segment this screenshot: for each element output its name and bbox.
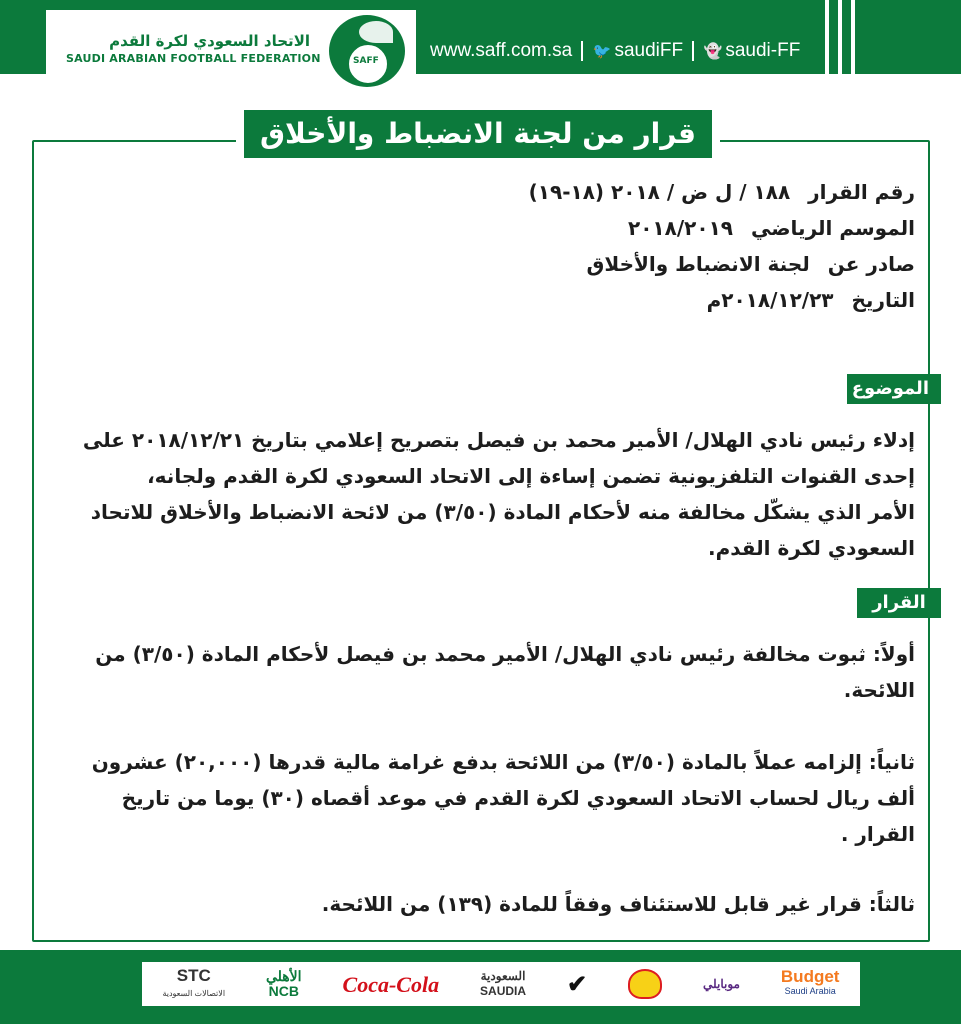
shell-logo-icon: [628, 969, 662, 999]
meta-issuer: [587, 252, 915, 276]
header-stripe: [851, 0, 855, 74]
text-line: إدلاء رئيس نادي الهلال/ الأمير محمد بن فيصل بتصريح إعلامي بتاريخ ٢٠١٨/١٢/٢١ على: [82, 428, 915, 452]
meta-value: ٢٠١٨/١٢/٢٣م: [706, 288, 834, 312]
header-top-line: [46, 0, 416, 10]
meta-value: ٢٠١٨/٢٠١٩: [628, 216, 733, 240]
page-title: قرار من لجنة الانضباط والأخلاق: [244, 110, 712, 158]
ncb-logo: [266, 969, 302, 999]
text-line: ألف ريال لحساب الاتحاد السعودي لكرة القدم في موعد أقصاه (٣٠) يوما من تاريخ: [121, 786, 915, 810]
decision-first: [43, 636, 915, 708]
title-box: [236, 104, 720, 164]
header-contact-panel: [416, 0, 961, 74]
brand-english: SAUDI ARABIAN FOOTBALL FEDERATION: [66, 52, 321, 65]
saudia-logo: [480, 969, 526, 999]
stc-arabic: الاتصالات السعودية: [162, 988, 226, 998]
divider: [692, 41, 694, 61]
budget-text: Budget: [780, 967, 840, 986]
header-left-accent: [0, 0, 46, 74]
subject-heading: الموضوع: [847, 374, 941, 404]
football-icon: [347, 43, 389, 85]
nike-swoosh-icon: ✔: [567, 970, 588, 998]
saudia-arabic: السعودية: [480, 969, 526, 983]
subject-paragraph: [43, 422, 915, 566]
ncb-text: NCB: [268, 983, 299, 999]
meta-label: الموسم الرياضي: [750, 216, 915, 240]
divider: [581, 41, 583, 61]
meta-value: لجنة الانضباط والأخلاق: [586, 252, 810, 276]
meta-label: رقم القرار: [808, 180, 915, 204]
decision-third: [43, 886, 915, 922]
decision-second: [43, 744, 915, 852]
text-line: ثالثاً: قرار غير قابل للاستئناف وفقاً للمادة (١٣٩) من اللائحة.: [321, 892, 915, 916]
text-line: السعودي لكرة القدم.: [707, 536, 915, 560]
ncb-arabic: الأهلي: [266, 968, 302, 984]
logo-text: SAFF: [353, 56, 379, 66]
header-stripe: [838, 0, 842, 74]
text-line: القرار .: [840, 822, 915, 846]
text-line: ثانياً: إلزامه عملاً بالمادة (٣/٥٠) من اللائحة بدفع غرامة مالية قدرها (٢٠,٠٠٠) عشرون: [91, 750, 915, 774]
contact-links: [430, 40, 800, 62]
twitter-handle[interactable]: saudiFF: [614, 40, 684, 61]
sponsor-strip: [142, 962, 860, 1006]
meta-season: [628, 216, 915, 240]
saudia-text: SAUDIA: [480, 984, 527, 998]
snapchat-icon: 👻: [703, 43, 723, 60]
coca-cola-logo: Coca-Cola: [342, 971, 440, 997]
budget-subtext: Saudi Arabia: [784, 986, 836, 996]
twitter-icon: 🐦: [592, 43, 612, 60]
header-stripe: [825, 0, 829, 74]
meta-value: ١٨٨ / ل ض / ٢٠١٨ (١٨-١٩): [528, 180, 791, 204]
meta-label: التاريخ: [851, 288, 915, 312]
text-line: إحدى القنوات التلفزيونية تضمن إساءة إلى الاتحاد السعودي لكرة القدم ولجانه،: [147, 464, 915, 488]
meta-decision-number: [529, 180, 915, 204]
decision-heading: القرار: [857, 588, 941, 618]
mobily-logo: موبايلي: [703, 976, 740, 991]
text-line: أولاً: ثبوت مخالفة رئيس نادي الهلال/ الأمير محمد بن فيصل لأحكام المادة (٣/٥٠) من: [95, 642, 915, 666]
stc-logo: [162, 965, 226, 1001]
stc-text: STC: [176, 965, 211, 985]
brand-arabic: الاتحاد السعودي لكرة القدم: [109, 32, 310, 50]
budget-logo: [781, 969, 840, 999]
saff-logo: [326, 12, 408, 90]
text-line: الأمر الذي يشكّل مخالفة منه لأحكام المادة (٣/٥٠) من لائحة الانضباط والأخلاق للاتحاد: [90, 500, 915, 524]
meta-label: صادر عن: [827, 252, 915, 276]
snapchat-handle[interactable]: saudi-FF: [725, 40, 801, 61]
meta-date: [707, 288, 915, 312]
website-link[interactable]: www.saff.com.sa: [430, 40, 573, 61]
text-line: اللائحة.: [843, 678, 915, 702]
falcon-icon: [359, 21, 393, 43]
header-bar: [0, 0, 961, 74]
